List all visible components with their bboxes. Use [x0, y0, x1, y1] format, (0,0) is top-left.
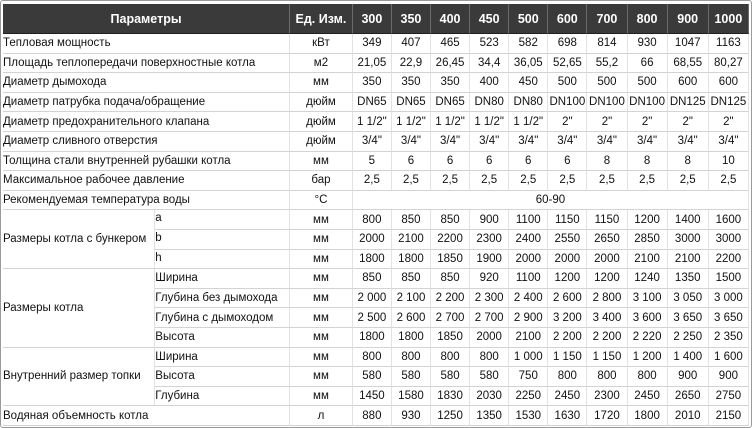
unit-cell: мм: [290, 210, 353, 230]
value-cell: 500: [628, 73, 668, 93]
value-cell: 2030: [470, 387, 509, 407]
value-cell: 3/4": [587, 132, 627, 152]
value-cell: 850: [392, 210, 431, 230]
header-model: 450: [470, 4, 509, 34]
value-cell: 2 220: [628, 328, 668, 348]
value-cell: 3 000: [709, 289, 749, 309]
group-name: Внутренний размер топки: [3, 348, 155, 407]
value-cell: 2200: [709, 250, 749, 270]
unit-cell: мм: [290, 308, 353, 328]
header-model: 1000: [709, 4, 749, 34]
value-cell: 2150: [709, 406, 749, 426]
unit-cell: мм: [290, 289, 353, 309]
unit-cell: мм: [290, 348, 353, 368]
value-cell: 1 1/2": [431, 112, 470, 132]
unit-cell: кВт: [290, 34, 353, 54]
value-cell: 580: [470, 367, 509, 387]
value-cell: 1600: [709, 210, 749, 230]
value-cell: 900: [668, 367, 709, 387]
value-cell: 1800: [628, 406, 668, 426]
value-cell: DN125: [709, 93, 749, 113]
value-cell: 2 400: [509, 289, 548, 309]
unit-cell: м2: [290, 54, 353, 74]
unit-cell: дюйм: [290, 112, 353, 132]
param-name: Максимальное рабочее давление: [3, 171, 290, 191]
value-cell: 2,5: [709, 171, 749, 191]
value-cell: 900: [709, 367, 749, 387]
value-cell: DN65: [353, 93, 392, 113]
value-cell: 2,5: [509, 171, 548, 191]
unit-cell: мм: [290, 387, 353, 407]
value-cell: 2000: [548, 250, 587, 270]
value-cell: 2100: [668, 250, 709, 270]
value-cell: 2300: [470, 230, 509, 250]
value-cell: 2300: [587, 387, 627, 407]
value-cell: 1 1/2": [470, 112, 509, 132]
value-cell: 1800: [353, 250, 392, 270]
value-cell: 8: [587, 152, 627, 172]
value-cell: 2 200: [431, 289, 470, 309]
value-cell: 2 600: [392, 308, 431, 328]
header-model: 800: [628, 4, 668, 34]
value-cell: 2,5: [628, 171, 668, 191]
value-cell: 800: [548, 367, 587, 387]
param-name: Площадь теплопередачи поверхностные котла: [3, 54, 290, 74]
value-cell: 3/4": [431, 132, 470, 152]
value-cell: 2 500: [353, 308, 392, 328]
value-cell: DN65: [431, 93, 470, 113]
value-cell: 2 200: [548, 328, 587, 348]
value-cell: 2100: [509, 328, 548, 348]
value-cell: 2": [709, 112, 749, 132]
value-cell: 800: [470, 348, 509, 368]
value-cell: 930: [392, 406, 431, 426]
value-cell: 2 100: [392, 289, 431, 309]
value-cell: 698: [548, 34, 587, 54]
value-cell: 2000: [470, 328, 509, 348]
table-row: [3, 34, 749, 54]
value-cell: 1450: [353, 387, 392, 407]
unit-cell: °C: [290, 191, 353, 211]
value-cell: 68,55: [668, 54, 709, 74]
value-cell: 2,5: [392, 171, 431, 191]
value-cell: 1 600: [709, 348, 749, 368]
value-cell: 6: [509, 152, 548, 172]
unit-cell: л: [290, 406, 353, 426]
value-cell: 2 600: [548, 289, 587, 309]
table-row: [3, 93, 749, 113]
value-cell: 2 250: [668, 328, 709, 348]
value-cell: 1580: [392, 387, 431, 407]
param-name: Толщина стали внутренней рубашки котла: [3, 152, 290, 172]
value-cell: 1 000: [509, 348, 548, 368]
unit-cell: мм: [290, 269, 353, 289]
value-cell: DN100: [587, 93, 627, 113]
value-cell: 600: [709, 73, 749, 93]
table-row: [3, 348, 749, 368]
value-cell: 10: [709, 152, 749, 172]
value-cell: 814: [587, 34, 627, 54]
value-cell: 407: [392, 34, 431, 54]
value-cell: 2750: [709, 387, 749, 407]
value-cell: 920: [470, 269, 509, 289]
value-cell: 2,5: [548, 171, 587, 191]
value-cell: 1200: [628, 210, 668, 230]
value-cell: 2000: [509, 250, 548, 270]
value-cell: 850: [392, 269, 431, 289]
value-cell: 2450: [548, 387, 587, 407]
value-cell: 1900: [470, 250, 509, 270]
value-cell: 1630: [548, 406, 587, 426]
value-cell: 1100: [509, 269, 548, 289]
value-cell: 450: [509, 73, 548, 93]
value-cell: 350: [353, 73, 392, 93]
value-cell: 2850: [628, 230, 668, 250]
value-cell: 2250: [509, 387, 548, 407]
value-cell: 350: [431, 73, 470, 93]
header-model: 600: [548, 4, 587, 34]
header-params: Параметры: [3, 4, 290, 34]
value-cell: 1500: [709, 269, 749, 289]
value-cell: 2650: [668, 387, 709, 407]
table-row: [3, 210, 749, 230]
table-row: [3, 191, 749, 211]
value-cell: 1850: [431, 250, 470, 270]
value-cell: 2000: [353, 230, 392, 250]
value-cell: 26,45: [431, 54, 470, 74]
value-cell: 930: [628, 34, 668, 54]
value-cell: 2000: [587, 250, 627, 270]
value-cell: 800: [353, 210, 392, 230]
value-cell: 3/4": [548, 132, 587, 152]
value-cell: 2 900: [509, 308, 548, 328]
value-cell: 3 100: [628, 289, 668, 309]
value-cell: 1800: [353, 328, 392, 348]
value-cell: 1100: [509, 210, 548, 230]
value-cell: 3/4": [470, 132, 509, 152]
value-cell: 2 700: [470, 308, 509, 328]
unit-cell: мм: [290, 367, 353, 387]
unit-cell: мм: [290, 230, 353, 250]
value-cell: 1150: [548, 210, 587, 230]
value-cell: 6: [548, 152, 587, 172]
value-cell: DN125: [668, 93, 709, 113]
value-cell: 2": [548, 112, 587, 132]
value-cell: DN100: [628, 93, 668, 113]
value-cell: 3000: [709, 230, 749, 250]
value-cell: DN80: [509, 93, 548, 113]
table-row: [3, 73, 749, 93]
value-cell: 800: [628, 367, 668, 387]
value-cell: 1 1/2": [509, 112, 548, 132]
value-cell: 1200: [587, 269, 627, 289]
unit-cell: мм: [290, 73, 353, 93]
sub-param: Ширина: [155, 269, 290, 289]
table-row: [3, 406, 749, 426]
value-cell: 1 1/2": [392, 112, 431, 132]
value-cell: 2,5: [668, 171, 709, 191]
value-cell: 34,4: [470, 54, 509, 74]
value-cell: 3 050: [668, 289, 709, 309]
sub-param: Глубина с дымоходом: [155, 308, 290, 328]
value-cell: 1830: [431, 387, 470, 407]
value-cell: 5: [353, 152, 392, 172]
table-row: [3, 132, 749, 152]
value-cell: 600: [668, 73, 709, 93]
value-cell: 2010: [668, 406, 709, 426]
value-cell: 2": [628, 112, 668, 132]
value-cell: 1 400: [668, 348, 709, 368]
value-cell: 80,27: [709, 54, 749, 74]
value-cell: 6: [431, 152, 470, 172]
value-cell: 2200: [431, 230, 470, 250]
value-cell: 750: [509, 367, 548, 387]
value-cell: 2": [587, 112, 627, 132]
unit-cell: мм: [290, 152, 353, 172]
value-cell: 850: [431, 210, 470, 230]
value-cell: 3 600: [628, 308, 668, 328]
unit-cell: дюйм: [290, 93, 353, 113]
value-cell: 3/4": [353, 132, 392, 152]
value-cell: 1350: [470, 406, 509, 426]
value-cell: 52,65: [548, 54, 587, 74]
value-cell: 800: [431, 348, 470, 368]
sub-param: a: [155, 210, 290, 230]
param-name: Тепловая мощность: [3, 34, 290, 54]
value-cell: 2450: [628, 387, 668, 407]
value-cell-merged: 60-90: [353, 191, 749, 211]
value-cell: 1250: [431, 406, 470, 426]
value-cell: 2,5: [431, 171, 470, 191]
value-cell: 2,5: [587, 171, 627, 191]
header-model: 700: [587, 4, 627, 34]
table-row: [3, 152, 749, 172]
header-model: 900: [668, 4, 709, 34]
header-model: 350: [392, 4, 431, 34]
value-cell: 1240: [628, 269, 668, 289]
value-cell: 3/4": [709, 132, 749, 152]
value-cell: 2 000: [353, 289, 392, 309]
value-cell: 800: [392, 348, 431, 368]
unit-cell: дюйм: [290, 132, 353, 152]
value-cell: 36,05: [509, 54, 548, 74]
value-cell: 349: [353, 34, 392, 54]
value-cell: 1530: [509, 406, 548, 426]
value-cell: 2400: [509, 230, 548, 250]
value-cell: 900: [470, 210, 509, 230]
value-cell: 2650: [587, 230, 627, 250]
value-cell: 580: [353, 367, 392, 387]
value-cell: 465: [431, 34, 470, 54]
value-cell: 582: [509, 34, 548, 54]
value-cell: DN100: [548, 93, 587, 113]
value-cell: 1800: [392, 250, 431, 270]
sub-param: Глубина: [155, 387, 290, 407]
value-cell: 2100: [392, 230, 431, 250]
unit-cell: мм: [290, 328, 353, 348]
param-name: Рекомендуемая температура воды: [3, 191, 290, 211]
param-name: Диаметр сливного отверстия: [3, 132, 290, 152]
sub-param: Высота: [155, 367, 290, 387]
value-cell: 55,2: [587, 54, 627, 74]
value-cell: 350: [392, 73, 431, 93]
value-cell: DN65: [392, 93, 431, 113]
unit-cell: мм: [290, 250, 353, 270]
value-cell: 3/4": [392, 132, 431, 152]
value-cell: 1400: [668, 210, 709, 230]
value-cell: 3 400: [587, 308, 627, 328]
value-cell: 1720: [587, 406, 627, 426]
value-cell: 1047: [668, 34, 709, 54]
value-cell: 3 650: [668, 308, 709, 328]
value-cell: 1163: [709, 34, 749, 54]
header-model: 400: [431, 4, 470, 34]
value-cell: 800: [353, 348, 392, 368]
value-cell: 1 1/2": [353, 112, 392, 132]
value-cell: 500: [587, 73, 627, 93]
spec-table: [3, 4, 749, 426]
param-name: Диаметр предохранительного клапана: [3, 112, 290, 132]
group-name: Размеры котла с бункером: [3, 210, 155, 269]
value-cell: 1800: [392, 328, 431, 348]
value-cell: 400: [470, 73, 509, 93]
value-cell: 22,9: [392, 54, 431, 74]
value-cell: 880: [353, 406, 392, 426]
value-cell: 21,05: [353, 54, 392, 74]
value-cell: 2,5: [470, 171, 509, 191]
value-cell: 2 300: [470, 289, 509, 309]
value-cell: 3/4": [628, 132, 668, 152]
value-cell: 850: [431, 269, 470, 289]
value-cell: 523: [470, 34, 509, 54]
value-cell: 2,5: [353, 171, 392, 191]
sub-param: h: [155, 250, 290, 270]
value-cell: 580: [431, 367, 470, 387]
value-cell: 3 650: [709, 308, 749, 328]
sub-param: Высота: [155, 328, 290, 348]
sub-param: b: [155, 230, 290, 250]
value-cell: 3/4": [509, 132, 548, 152]
value-cell: 850: [353, 269, 392, 289]
value-cell: 2 350: [709, 328, 749, 348]
value-cell: DN80: [470, 93, 509, 113]
value-cell: 2550: [548, 230, 587, 250]
param-name: Диаметр дымохода: [3, 73, 290, 93]
value-cell: 2100: [628, 250, 668, 270]
value-cell: 500: [548, 73, 587, 93]
value-cell: 6: [392, 152, 431, 172]
value-cell: 2 700: [431, 308, 470, 328]
value-cell: 1850: [431, 328, 470, 348]
value-cell: 6: [470, 152, 509, 172]
value-cell: 2 800: [587, 289, 627, 309]
value-cell: 3 200: [548, 308, 587, 328]
value-cell: 8: [668, 152, 709, 172]
header-model: 300: [353, 4, 392, 34]
value-cell: 8: [628, 152, 668, 172]
value-cell: 2 200: [587, 328, 627, 348]
value-cell: 1350: [668, 269, 709, 289]
header-row: [3, 4, 749, 34]
sub-param: Глубина без дымохода: [155, 289, 290, 309]
value-cell: 1 200: [628, 348, 668, 368]
value-cell: 1150: [587, 210, 627, 230]
value-cell: 580: [392, 367, 431, 387]
value-cell: 800: [587, 367, 627, 387]
header-model: 500: [509, 4, 548, 34]
header-unit: Ед. Изм.: [290, 4, 353, 34]
table-row: [3, 171, 749, 191]
table-row: [3, 112, 749, 132]
sub-param: Ширина: [155, 348, 290, 368]
param-name: Водяная объемность котла: [3, 406, 290, 426]
table-row: [3, 54, 749, 74]
value-cell: 3/4": [668, 132, 709, 152]
value-cell: 2": [668, 112, 709, 132]
value-cell: 1 150: [587, 348, 627, 368]
value-cell: 3000: [668, 230, 709, 250]
value-cell: 1 150: [548, 348, 587, 368]
group-name: Размеры котла: [3, 269, 155, 347]
value-cell: 1200: [548, 269, 587, 289]
param-name: Диаметр патрубка подача/обращение: [3, 93, 290, 113]
table-row: [3, 269, 749, 289]
unit-cell: бар: [290, 171, 353, 191]
value-cell: 66: [628, 54, 668, 74]
